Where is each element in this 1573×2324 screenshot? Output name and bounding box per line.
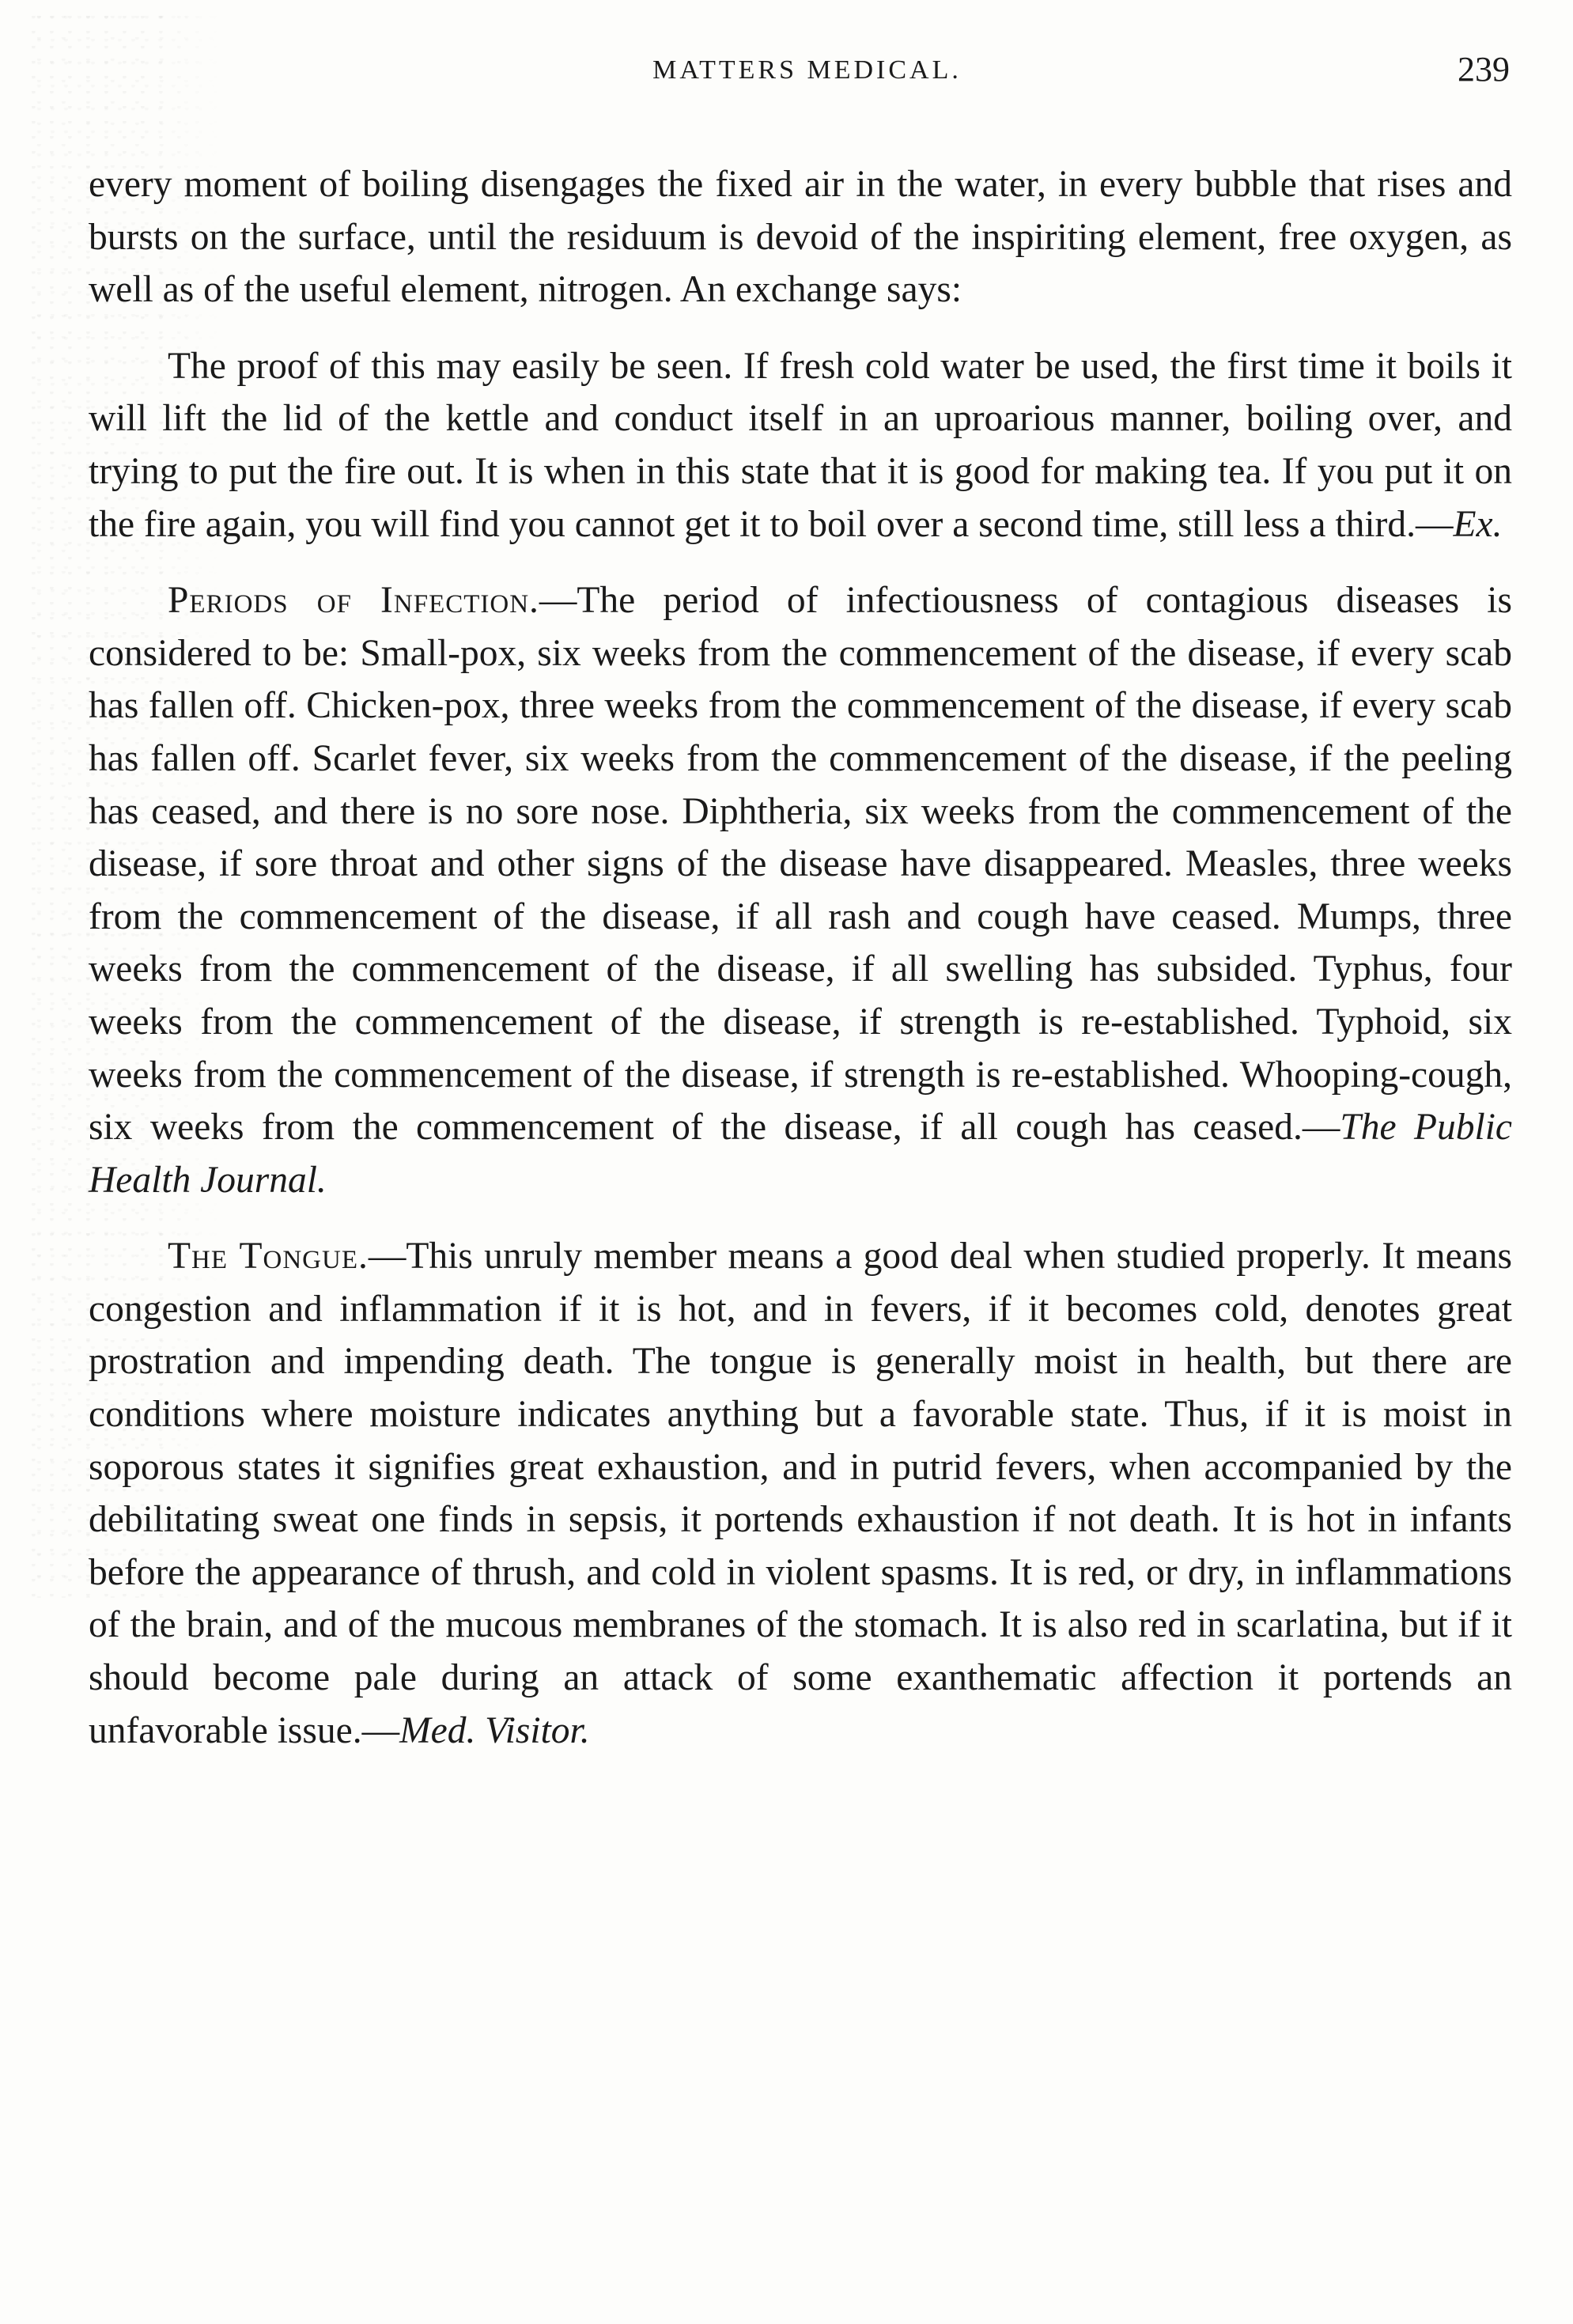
- paragraph-text: The proof of this may easily be seen. If fresh cold water be used, the first time it boils it will lift the lid of the kettle and conduct itself in an uproarious manner, boiling over, and trying to put the fire out. It is when in this state that it is good for making tea. If you put it on the fire again, you will find you cannot get it to boil over a second time, still less a third.—: [89, 345, 1512, 545]
- paragraph-text: —This unruly member means a good deal when studied properly. It means congestion and inflammation if it is hot, and in fevers, if it becomes cold, denotes great prostration and impending death. The tongue is generally moist in health, but there are conditions where moisture indicates anything but a favorable state. Thus, if it is moist in soporous states it signifies great exhaustion, and in putrid fevers, when accompanied by the debilitating sweat one finds in sepsis, it portends exhaustion if not death. It is hot in infants before the appearance of thrush, and cold in violent spasms. It is red, or dry, in inflammations of the brain, and of the mucous membranes of the stomach. It is also red in scarlatina, but if it should become pale during an attack of some exanthematic affection it portends an unfavorable issue.—: [89, 1236, 1512, 1751]
- paragraph-source: The Public Health Journal.: [89, 1107, 1512, 1201]
- paragraph-heading: Periods of Infection.: [168, 580, 539, 622]
- body-text: [89, 158, 1512, 1757]
- paragraph-source: Med. Visitor.: [399, 1709, 590, 1751]
- paragraph-periods-of-infection: [89, 574, 1512, 1206]
- paragraph-the-tongue: [89, 1230, 1512, 1757]
- paragraph-boiling-water: [89, 158, 1512, 316]
- paragraph-quoted-exchange: [89, 340, 1512, 551]
- page-header: [89, 46, 1526, 101]
- running-title: MATTERS MEDICAL.: [652, 55, 962, 85]
- paragraph-text: —The period of infectiousness of contagious diseases is considered to be: Small-pox, six weeks from the commencement of the disease, if every scab has fallen off. Chicken-pox, three weeks from the commencement of the disease, if every scab has fallen off. Scarlet fever, six weeks from the commencement of the disease, if the peeling has ceased, and there is no sore nose. Diphtheria, six weeks from the commencement of the disease, if sore throat and other signs of the disease have disappeared. Measles, three weeks from the commencement of the disease, if all rash and cough have ceased. Mumps, three weeks from the commencement of the disease, if all swelling has subsided. Typhus, four weeks from the commencement of the disease, if strength is re-established. Typhoid, six weeks from the commencement of the disease, if strength is re-established. Whooping-cough, six weeks from the commencement of the disease, if all cough has ceased.—: [89, 580, 1512, 1149]
- page-number: 239: [1458, 50, 1510, 89]
- paragraph-source: Ex.: [1453, 503, 1503, 545]
- paragraph-heading: The Tongue.: [168, 1236, 369, 1277]
- paragraph-text: every moment of boiling disengages the fixed air in the water, in every bubble that rises and bursts on the surface, until the residuum is devoid of the inspiriting element, free oxygen, as well as of the useful element, nitrogen. An exchange says:: [89, 164, 1512, 311]
